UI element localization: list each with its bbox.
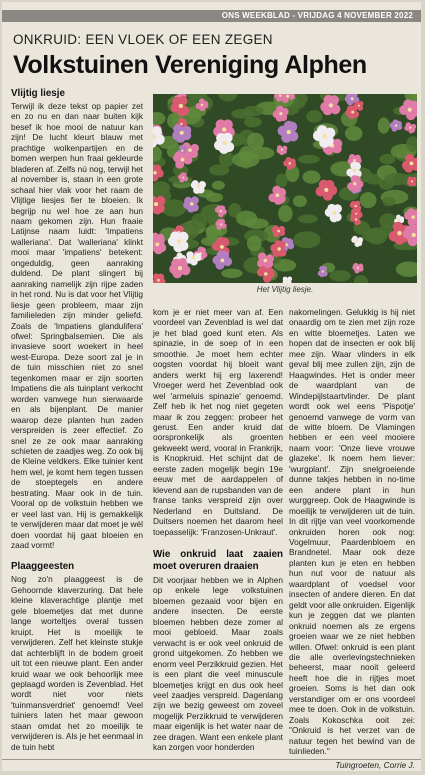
- leaf-shape: [362, 228, 385, 242]
- leaf-shape: [247, 133, 264, 150]
- bottom-rule: [2, 759, 421, 760]
- impatiens-flowers-photo: [153, 94, 417, 283]
- article-title: Volkstuinen Vereniging Alphen: [13, 51, 367, 79]
- section-body-onkruid-zaaien: Dit voorjaar hebben we in Alphen op enkele lege volkstuinen bloemen gezaaid voor bijen en andere insecten. De eerste bloemen hebben deze zomer al mooi gebloeid. Maar zoals verwacht is er ook veel onkruid de grond uitgekomen. Zo hebben we enorm veel Perzikkruid gezien. Het is een plant die veel minuscule bloemetjes krijgt en dus ook heel veel zaadjes verspreid. Dagenlang zijn we bezig geweest om zoveel mogelijk Perzikkruid te verwijderen maar eigenlijk is het water naar de zee dragen. Want een enkele plant kan zorgen voor honderden: [153, 574, 283, 753]
- leaf-shape: [329, 270, 351, 281]
- column-2: [153, 307, 283, 753]
- photo-caption: Het Vlijtig liesje.: [256, 285, 314, 294]
- column-3: [289, 307, 415, 771]
- article-kicker: ONKRUID: EEN VLOEK OF EEN ZEGEN: [13, 32, 273, 47]
- author-credit: Tuingroeten, Corrie J.: [335, 760, 415, 771]
- flowers-illustration: [153, 94, 417, 283]
- column-2-body: kom je er niet meer van af. Een voordeel van Zevenblad is wel dat je het blad goed kunt eten. Als spinazie, in de soep of in een smoothie. Je moet hem echter oogsten voordat hij bloeit want anders werkt hij erg laxerend! Vroeger werd het Zevenblad ook wel 'armeluis spinazie' genoemd. Zelf heb ik het nog niet gegeten maar ik zou zeggen: probeer het gerust. Een ander kruid dat oorspronkelijk als groenten gekweekt werd, vooral in Frankrijk, is Knopkruid. Het schijnt dat de eerste zaden mogelijk begin 19e eeuw met de aardappelen of klevend aan de rupsbanden van de franse tanks verspreid zijn over Nederland en Duitsland. De Duitsers noemen het daarom heel toepasselijk: 'Franzosen-Unkraut'.: [153, 307, 283, 537]
- leaf-shape: [231, 109, 254, 119]
- column-1: [11, 88, 143, 752]
- leaf-shape: [236, 211, 257, 227]
- leaf-shape: [278, 205, 292, 222]
- leaf-shape: [298, 214, 318, 223]
- leaf-shape: [384, 173, 410, 185]
- masthead-bar: [2, 10, 421, 22]
- newspaper-page: [2, 2, 421, 771]
- column-3-body: nakomelingen. Gelukkig is hij niet onaardig om te zien met zijn roze en witte bloemetjes. Laten we hopen dat de insecten er ook blij mee zijn. Waar vlinders in elk geval blij mee zullen zijn, zijn de Haagwindes. Het is onder meer de waardplant van de Windepijlstaartvlinder. De plant wordt ook wel eens 'Pispotje' genoemd vanwege de vorm van de witte bloem. De Vlamingen hebben er een veel mooiere naam voor: 'Onze lieve vrouwe glazeke'. Ik noem hem liever: 'wurgplant'. Zijn snelgroeiende dunne takjes hebben in no-time een andere plant in hun wurggreep. Ook de Haagwinde is moeilijk te verwijderen uit de tuin. In dit rijtje van veel voorkomende onkruiden horen ook nog: Vogelmuur, Paardenbloem en Brandnetel. Maar ook deze planten kun je eten en hebben hun nut voor de natuur als waardplant of voedsel voor insecten of andere dieren. En dat geldt voor alle onkruiden. Eigenlijk kun je zeggen dat we planten onkruid noemen als ze ergens groeien waar we ze niet hebben willen. Ofwel: onkruid is een plant die alle overlevingstechnieken beheerst, maar nooit geleerd heeft hoe die in rijtjes moet groeien. Soms is het dan ook verstandiger om er ons voordeel mee te doen. Ook in de volkstuin. Zoals Kokoschka ooit zei: "Onkruid is het verzet van de natuur tegen het bewind van de tuinlieden.": [289, 307, 415, 757]
- masthead-date: ONS WEEKBLAD - VRIJDAG 4 NOVEMBER 2022: [221, 11, 413, 20]
- leaf-shape: [244, 117, 262, 128]
- leaf-shape: [378, 117, 390, 133]
- leaf-shape: [212, 181, 225, 190]
- section-heading-vlijtig-liesje: Vlijtig liesje: [11, 88, 65, 99]
- leaf-shape: [191, 213, 208, 229]
- leaf-shape: [382, 197, 395, 207]
- leaf-shape: [276, 174, 288, 188]
- leaf-shape: [293, 195, 307, 207]
- leaf-shape: [293, 231, 320, 248]
- section-heading-onkruid-zaaien: Wie onkruid laat zaaien moet overuren draaien: [153, 548, 283, 572]
- flower-shape: [272, 225, 285, 237]
- leaf-shape: [345, 126, 363, 141]
- flower-shape: [257, 252, 274, 269]
- section-body-vlijtig-liesje: Terwijl ik deze tekst op papier zet en zo nu en dan naar buiten kijk besef ik hoe mooi de natuur kan zijn! De lucht kleurt blauw met prachtige wolkenpartijen en de bomen werpen hun fraai gekleurde bladeren af. Zelfs nú nog, terwijl het al november is, staan in een grote schaal hier vlak voor het raam de Vlijtige liesjes fier te bloeien. Ik begrijp nu wel hoe ze aan hun naam gekomen zijn. Hun fraaie Latijnse naam luidt: 'Impatiens walleriana'. Dat 'walleriana' klinkt mooi maar 'impatiens' betekent: ongeduldig, geen aanraking duldend. De plant slingert bij aanraking namelijk zijn rijpe zaden in het rond. Nu is dat voor het Vlijtig liesje geen probleem, maar zijn familieleden zijn minder geliefd. Zoals de 'Impatiens glandulifera' ofwel: Springbalsemien. Die als invasieve soort woekert in heel west-Europa. Deze soort zal je in de tuin misschien niet zo snel tegenkomen maar er zijn soorten Impatiens die als tuinplant verkocht worden vanwege hun sierwaarde en als bijenplant. De manier waarop deze planten hun zaden verspreiden is zeer effectief. Zo snel ze ze ook maar aanraking schieten de zaadjes weg. Zo ook bij de Kleine veldkers. Elke tuinier kent hem wel, je komt hem tegen tussen de stoeptegels en andere bestrating. Maar ook in de tuin. Vooral op de volkstuin hebben we er veel last van. Hij is gemakkelijk te verwijderen maar dat moet je wél doen voordat hij gaat bloeien en zaad vormt!: [11, 101, 143, 551]
- leaf-shape: [221, 269, 243, 278]
- leaf-shape: [360, 192, 377, 208]
- leaf-shape: [306, 110, 322, 123]
- section-body-plaaggeesten: Nog zo'n plaaggeest is de Gehoornde klaverzuring. Dat hele kleine klaverachtige plantje met gele bloemetjes dat met dunne lange worteltjes overal tussen kruipt. Het is moeilijk te verwijderen. Zelf het kleinste stukje dat achterblijft in de bodem groeit uit tot een nieuwe plant. Een ander kruid waar we ook behoorlijk mee geplaagd worden is Zevenblad. Het wordt niet voor niets 'tuinmansverdriet' genoemd! Veel tuiniers laten het maar gewoon staan omdat het zo moeilijk te verwijderen is. Als je het eenmaal in de tuin hebt: [11, 574, 143, 752]
- leaf-shape: [298, 155, 320, 164]
- leaf-shape: [247, 235, 262, 251]
- section-heading-plaaggeesten: Plaaggeesten: [11, 561, 75, 573]
- leaf-shape: [302, 170, 320, 183]
